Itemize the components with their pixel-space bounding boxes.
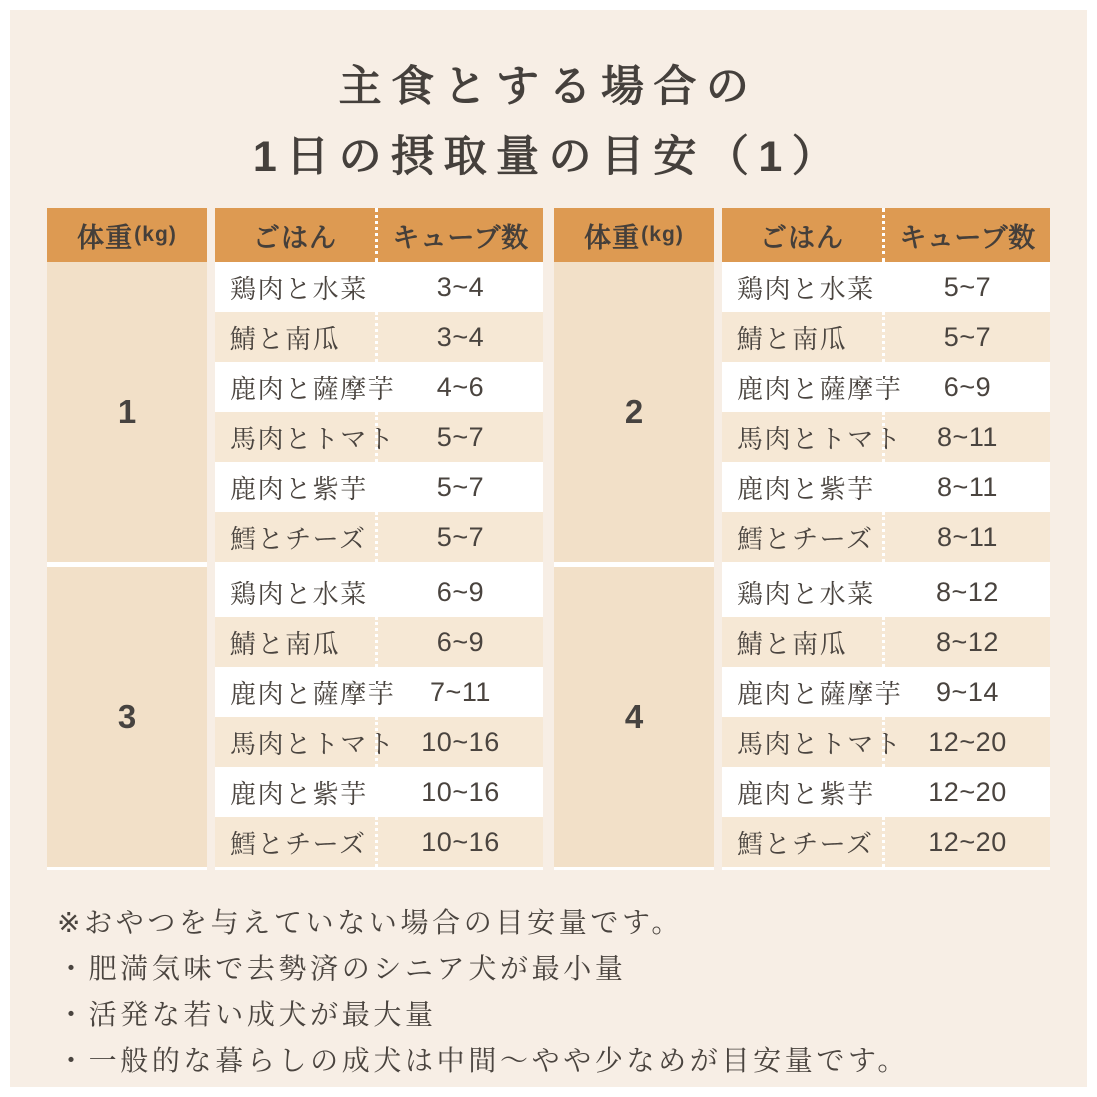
weight-header-unit: (kg) — [134, 223, 177, 246]
cubes-cell: 8~12 — [882, 567, 1050, 617]
weight-cell: 2 — [554, 262, 714, 562]
page-title-line1: 主食とする場合の — [338, 63, 759, 111]
cubes-cell: 8~11 — [882, 412, 1050, 462]
weight-header-unit: (kg) — [641, 223, 684, 246]
food-cell: 鱈とチーズ — [230, 828, 367, 859]
cubes-cell: 6~9 — [375, 567, 543, 617]
food-cell: 鯖と南瓜 — [230, 323, 341, 354]
table-row — [722, 767, 1050, 817]
cubes-cell: 5~7 — [882, 312, 1050, 362]
table-row — [215, 767, 543, 817]
food-header: ごはん — [759, 222, 845, 253]
cubes-cell: 7~11 — [375, 667, 543, 717]
footnotes — [57, 900, 909, 1084]
food-cell: 鹿肉と紫芋 — [737, 778, 875, 809]
cubes-cell: 9~14 — [882, 667, 1050, 717]
food-cell: 鶏肉と水菜 — [230, 578, 368, 609]
food-cell: 馬肉とトマト — [737, 728, 903, 759]
cubes-cell: 8~11 — [882, 512, 1050, 562]
food-cell: 鹿肉と紫芋 — [230, 473, 368, 504]
food-header: ごはん — [252, 222, 338, 253]
cubes-cell: 8~11 — [882, 462, 1050, 512]
food-cell: 馬肉とトマト — [230, 728, 396, 759]
cubes-cell: 6~9 — [375, 617, 543, 667]
table-row — [215, 462, 543, 512]
table-row — [722, 567, 1050, 617]
table-row — [215, 567, 543, 617]
cubes-cell: 12~20 — [882, 817, 1050, 867]
food-cell: 鯖と南瓜 — [230, 628, 341, 659]
food-cell: 馬肉とトマト — [230, 423, 396, 454]
food-cubes-column — [215, 208, 543, 870]
note-line: ・活発な若い成犬が最大量 — [57, 999, 437, 1030]
table-row — [722, 667, 1050, 717]
table-row — [215, 262, 543, 312]
note-line: ・一般的な暮らしの成犬は中間〜やや少なめが目安量です。 — [57, 1045, 910, 1076]
food-cell: 鶏肉と水菜 — [230, 273, 368, 304]
table-row — [722, 262, 1050, 312]
food-cell: 鹿肉と薩摩芋 — [230, 373, 396, 404]
food-cell: 鱈とチーズ — [737, 828, 874, 859]
food-cell: 馬肉とトマト — [737, 423, 903, 454]
table-row — [215, 617, 543, 667]
food-cell: 鱈とチーズ — [737, 523, 874, 554]
table-header-row — [722, 208, 1050, 262]
weight-header — [47, 208, 207, 262]
weight-cell: 4 — [554, 567, 714, 867]
food-cubes-column — [722, 208, 1050, 870]
cubes-header: キューブ数 — [882, 208, 1050, 262]
food-cell: 鹿肉と薩摩芋 — [737, 373, 903, 404]
food-cell: 鱈とチーズ — [230, 523, 367, 554]
cubes-cell: 10~16 — [375, 817, 543, 867]
food-cell: 鶏肉と水菜 — [737, 578, 875, 609]
table-row — [215, 312, 543, 362]
cubes-cell: 8~12 — [882, 617, 1050, 667]
page-background — [10, 10, 1087, 1087]
food-cell: 鹿肉と紫芋 — [737, 473, 875, 504]
cubes-header: キューブ数 — [375, 208, 543, 262]
cubes-cell: 5~7 — [882, 262, 1050, 312]
food-cell: 鯖と南瓜 — [737, 323, 848, 354]
food-cell: 鯖と南瓜 — [737, 628, 848, 659]
table-row — [722, 362, 1050, 412]
page-title — [10, 52, 1087, 192]
weight-header-label: 体重 — [77, 222, 134, 253]
table-row — [215, 412, 543, 462]
weight-cell: 1 — [47, 262, 207, 562]
table-row — [722, 717, 1050, 767]
intake-tables — [47, 208, 1050, 870]
cubes-cell: 5~7 — [375, 412, 543, 462]
weight-cell: 3 — [47, 567, 207, 867]
food-cell: 鹿肉と紫芋 — [230, 778, 368, 809]
table-row — [722, 412, 1050, 462]
cubes-cell: 6~9 — [882, 362, 1050, 412]
cubes-cell: 10~16 — [375, 767, 543, 817]
weight-column — [554, 208, 714, 870]
note-line: ※おやつを与えていない場合の目安量です。 — [57, 907, 684, 938]
cubes-cell: 3~4 — [375, 262, 543, 312]
intake-table-left — [47, 208, 543, 870]
table-row — [215, 817, 543, 867]
food-cell: 鹿肉と薩摩芋 — [230, 678, 396, 709]
table-row — [722, 617, 1050, 667]
table-row — [722, 817, 1050, 867]
table-row — [722, 462, 1050, 512]
table-row — [722, 312, 1050, 362]
cubes-cell: 5~7 — [375, 462, 543, 512]
weight-header — [554, 208, 714, 262]
weight-header-label: 体重 — [584, 222, 641, 253]
intake-table-right — [554, 208, 1050, 870]
cubes-cell: 4~6 — [375, 362, 543, 412]
table-row — [215, 512, 543, 562]
note-line: ・肥満気味で去勢済のシニア犬が最小量 — [57, 953, 627, 984]
cubes-cell: 12~20 — [882, 767, 1050, 817]
table-row — [722, 512, 1050, 562]
weight-column — [47, 208, 207, 870]
table-row — [215, 362, 543, 412]
table-header-row — [215, 208, 543, 262]
table-row — [215, 667, 543, 717]
cubes-cell: 5~7 — [375, 512, 543, 562]
table-row — [215, 717, 543, 767]
food-cell: 鹿肉と薩摩芋 — [737, 678, 903, 709]
page-title-line2: 1日の摂取量の目安（1） — [252, 133, 845, 181]
food-cell: 鶏肉と水菜 — [737, 273, 875, 304]
cubes-cell: 3~4 — [375, 312, 543, 362]
cubes-cell: 12~20 — [882, 717, 1050, 767]
cubes-cell: 10~16 — [375, 717, 543, 767]
